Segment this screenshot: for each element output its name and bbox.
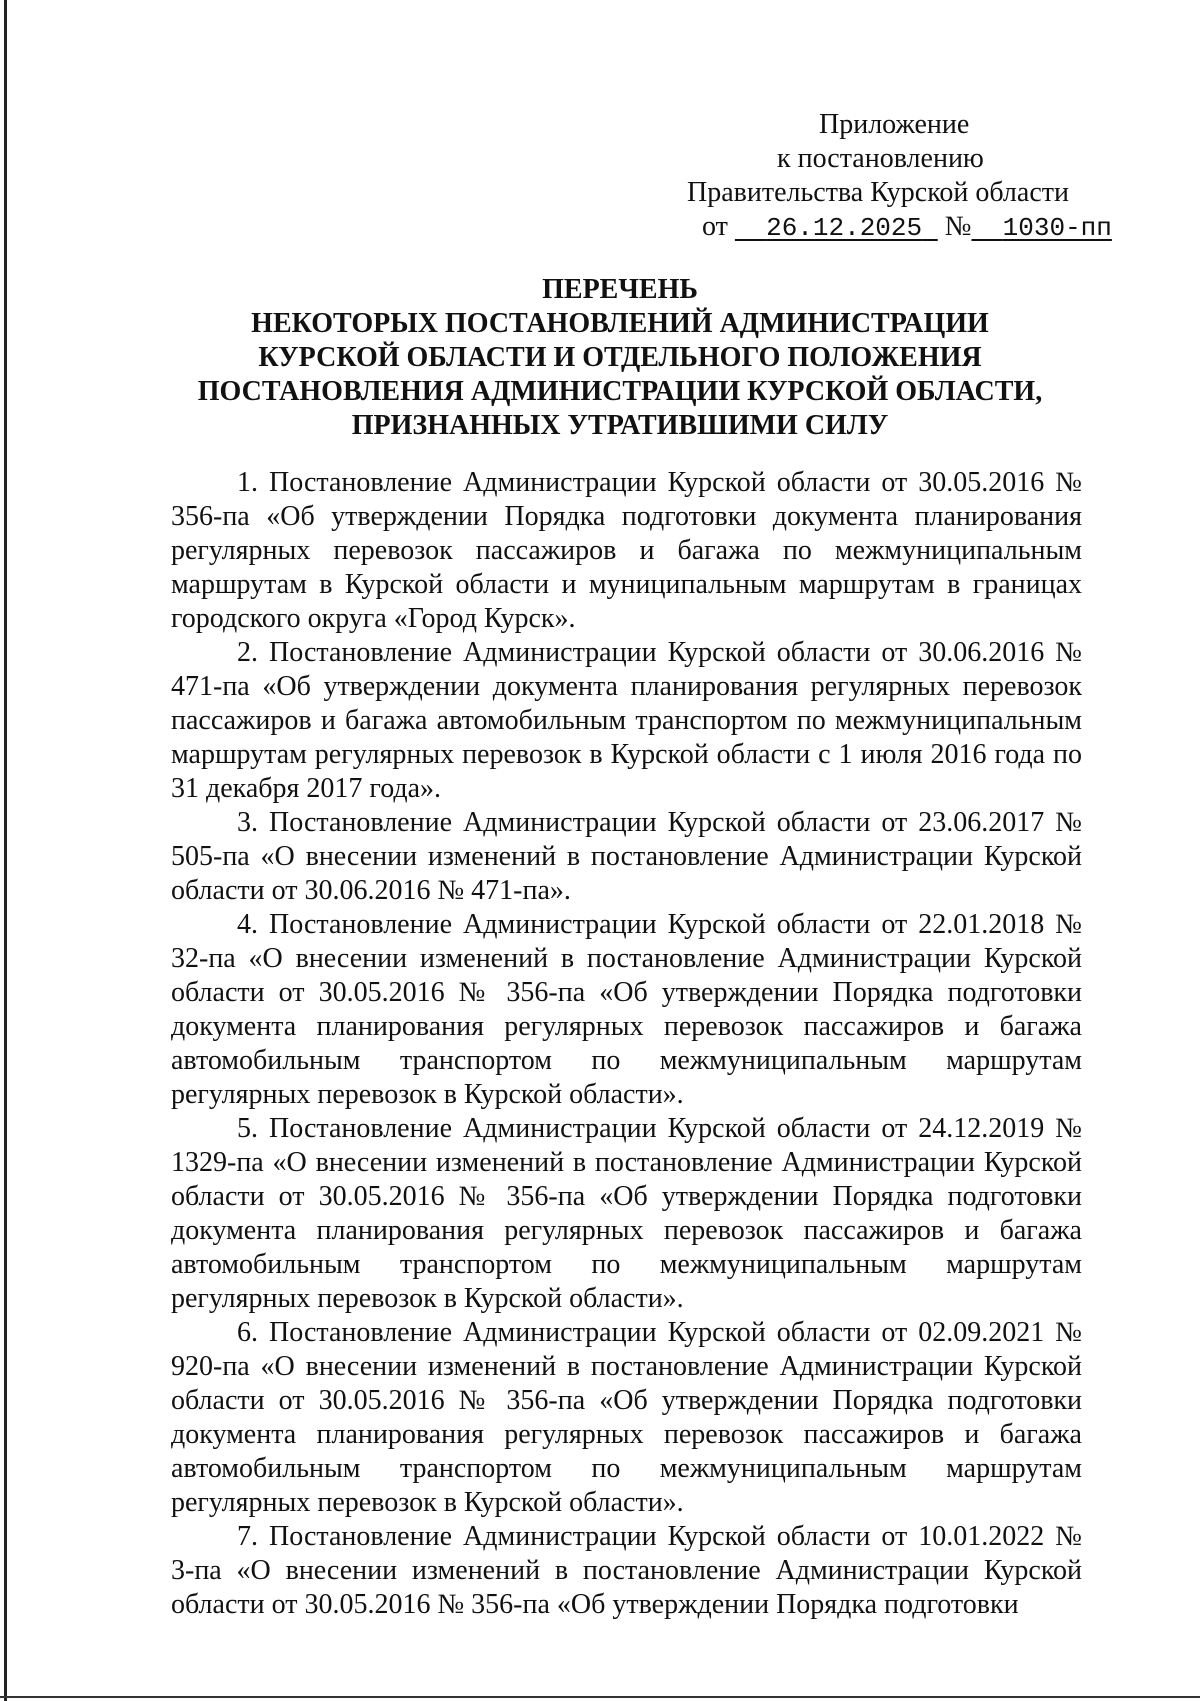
document-body: [171, 466, 1082, 1622]
document-title: [130, 273, 1110, 443]
title-line-2: НЕКОТОРЫХ ПОСТАНОВЛЕНИЙ АДМИНИСТРАЦИИ: [251, 308, 989, 339]
list-item: 1. Постановление Администрации Курской области от 30.05.2016 № 356-па «Об утверждении Порядка подготовки документа планирования регулярных перевозок пассажиров и багажа по межмуниципальным маршрутам в Курской области и муниципальным маршрутам в границах городского округа «Город Курск».: [171, 467, 1082, 634]
title-line-5: ПРИЗНАННЫХ УТРАТИВШИМИ СИЛУ: [351, 410, 889, 441]
title-line-4: ПОСТАНОВЛЕНИЯ АДМИНИСТРАЦИИ КУРСКОЙ ОБЛАСТИ,: [197, 376, 1043, 407]
document-number: 1030-пп: [1002, 213, 1112, 243]
document-date: 26.12.2025: [766, 213, 923, 243]
page-bottom-edge: [0, 1696, 1200, 1698]
appendix-line-1: Приложение: [819, 109, 970, 140]
title-line-3: КУРСКОЙ ОБЛАСТИ И ОТДЕЛЬНОГО ПОЛОЖЕНИЯ: [258, 342, 982, 373]
list-item: 5. Постановление Администрации Курской области от 24.12.2019 № 1329-па «О внесении изменений в постановление Администрации Курской области от 30.05.2016 № 356-па «Об утверждении Порядка подготовки документа планирования регулярных перевозок пассажиров и багажа автомобильным транспортом по межмуниципальным маршрутам регулярных перевозок в Курской области».: [171, 1113, 1082, 1314]
appendix-line-2: к постановлению: [777, 143, 984, 174]
page-left-edge: [4, 0, 7, 1701]
appendix-line-3: Правительства Курской области: [687, 177, 1069, 208]
list-item: 4. Постановление Администрации Курской области от 22.01.2018 № 32-па «О внесении изменений в постановление Администрации Курской области от 30.05.2016 № 356-па «Об утверждении Порядка подготовки документа планирования регулярных перевозок пассажиров и багажа автомобильным транспортом по межмуниципальным маршрутам регулярных перевозок в Курской области».: [171, 909, 1082, 1110]
title-line-1: ПЕРЕЧЕНЬ: [542, 274, 698, 305]
date-prefix: от: [702, 211, 728, 242]
appendix-header: [660, 108, 1112, 245]
list-item: 7. Постановление Администрации Курской области от 10.01.2022 № 3-па «О внесении изменений в постановление Администрации Курской области от 30.05.2016 № 356-па «Об утверждении Порядка подготовки: [171, 1521, 1082, 1620]
list-item: 6. Постановление Администрации Курской области от 02.09.2021 № 920-па «О внесении изменений в постановление Администрации Курской области от 30.05.2016 № 356-па «Об утверждении Порядка подготовки документа планирования регулярных перевозок пассажиров и багажа автомобильным транспортом по межмуниципальным маршрутам регулярных перевозок в Курской области».: [171, 1317, 1082, 1518]
list-item: 2. Постановление Администрации Курской области от 30.06.2016 № 471-па «Об утверждении документа планирования регулярных перевозок пассажиров и багажа автомобильным транспортом по межмуниципальным маршрутам регулярных перевозок в Курской области с 1 июля 2016 года по 31 декабря 2017 года».: [171, 637, 1082, 804]
appendix-date-line: [660, 210, 1112, 245]
number-prefix: №: [944, 211, 972, 242]
list-item: 3. Постановление Администрации Курской области от 23.06.2017 № 505-па «О внесении изменений в постановление Администрации Курской области от 30.06.2016 № 471-па».: [171, 807, 1082, 906]
